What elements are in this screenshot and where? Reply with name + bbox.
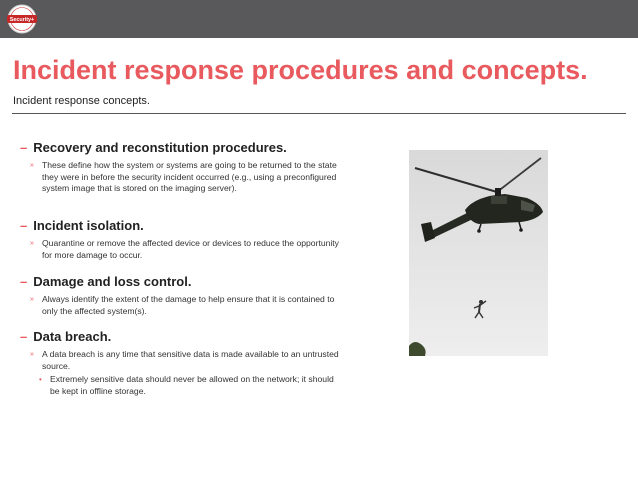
section-heading — [20, 274, 400, 290]
rotor-blade — [415, 168, 497, 192]
bullet-marker: » — [30, 351, 34, 358]
section-heading — [20, 218, 400, 234]
dash-marker: – — [20, 274, 28, 289]
section-damage-control — [20, 274, 400, 317]
page-title: Incident response procedures and concepts. — [13, 55, 588, 85]
section-heading-text: Data breach. — [33, 329, 112, 344]
bullet-text: Quarantine or remove the affected device or devices to reduce the opportunity for more damage to occur. — [42, 238, 339, 260]
door — [491, 196, 507, 204]
landing-gear — [479, 224, 481, 230]
sub-bullet-marker: • — [39, 375, 42, 384]
sub-bullet-text: Extremely sensitive data should never be allowed on the network; it should be kept in offline storage. — [50, 374, 334, 396]
section-data-breach — [20, 329, 400, 397]
sub-bullet-item — [20, 374, 340, 397]
landing-gear — [519, 222, 521, 229]
bullet-marker: » — [30, 240, 34, 247]
title-divider — [12, 113, 626, 114]
bullet-item — [20, 349, 342, 372]
section-heading-text: Recovery and reconstitution procedures. — [33, 140, 287, 155]
helicopter-illustration — [409, 150, 548, 356]
section-heading-text: Damage and loss control. — [33, 274, 192, 289]
section-heading — [20, 140, 400, 156]
bullet-text: A data breach is any time that sensitive data is made available to an untrusted source. — [42, 349, 339, 371]
bullet-text: These define how the system or systems are going to be returned to the state they were in before the security incident occurred (e.g., using a preconfigured system image that is stored on the imaging server). — [42, 160, 337, 193]
tail-fin — [421, 222, 435, 242]
rotor-blade — [497, 158, 541, 192]
bullet-marker: » — [30, 162, 34, 169]
page-subtitle: Incident response concepts. — [13, 95, 150, 107]
comptia-security-logo — [6, 4, 38, 34]
top-bar — [0, 0, 638, 38]
rotor-hub — [495, 188, 501, 196]
dash-marker: – — [20, 218, 28, 233]
logo-text: Security+ — [9, 17, 35, 24]
bullet-item — [20, 160, 342, 195]
wheel — [477, 229, 481, 233]
section-recovery — [20, 140, 400, 195]
bullet-item — [20, 294, 342, 317]
section-heading-text: Incident isolation. — [33, 218, 144, 233]
bullet-marker: » — [30, 296, 34, 303]
dash-marker: – — [20, 329, 28, 344]
tree-foliage — [409, 342, 426, 356]
falling-person — [474, 300, 486, 318]
dash-marker: – — [20, 140, 28, 155]
bullet-text: Always identify the extent of the damage to help ensure that it is contained to only the affected system(s). — [42, 294, 335, 316]
bullet-item — [20, 238, 342, 261]
helicopter-photo — [409, 150, 548, 356]
wheel — [519, 228, 523, 232]
section-heading — [20, 329, 400, 345]
section-isolation — [20, 218, 400, 261]
